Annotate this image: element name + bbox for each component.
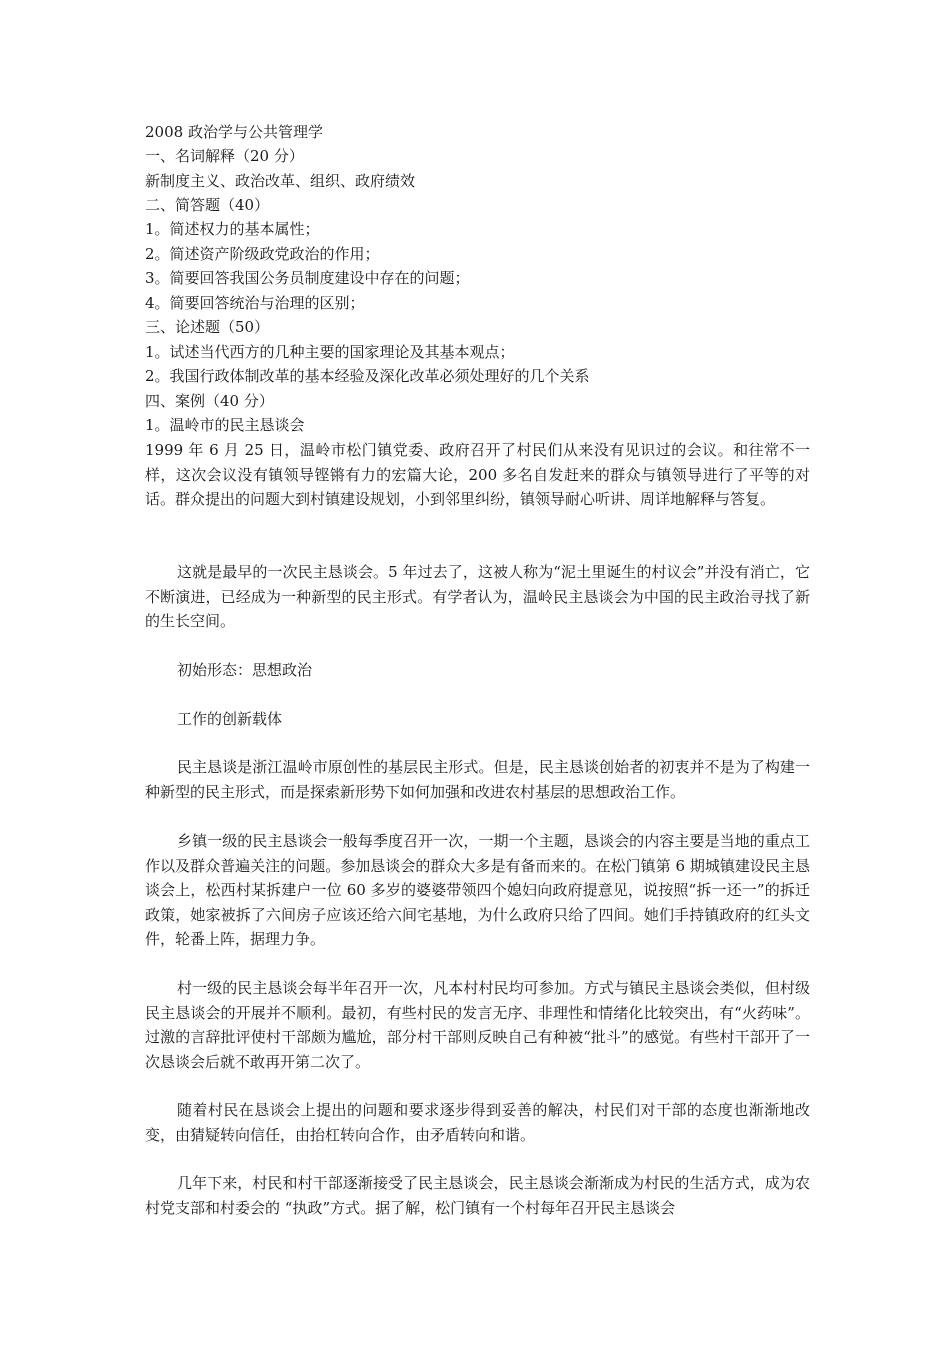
case-paragraph: 这就是最早的一次民主恳谈会。5 年过去了，这被人称为“泥土里诞生的村议会”并没有消亡，它不断演进，已经成为一种新型的民主形式。有学者认为，温岭民主恳谈会为中国的民主政治寻找了新的生长空间。 <box>145 563 810 630</box>
section-3-item: 2。我国行政体制改革的基本经验及深化改革必须处理好的几个关系 <box>145 367 590 385</box>
case-paragraph: 民主恳谈是浙江温岭市原创性的基层民主形式。但是，民主恳谈创始者的初衷并不是为了构建一种新型的民主形式，而是探索新形势下如何加强和改进农村基层的思想政治工作。 <box>145 758 810 801</box>
case-paragraph: 1999 年 6 月 25 日，温岭市松门镇党委、政府召开了村民们从来没有见识过的会议。和往常不一样，这次会议没有镇领导铿锵有力的宏篇大论，200 多名自发赶来的群众与镇领导进行了平等的对话。群众提出的问题大到村镇建设规划，小到邻里纠纷，镇领导耐心听讲、周详地解释与答复。 <box>145 441 810 508</box>
case-subheading: 初始形态：思想政治 <box>177 661 313 679</box>
document-title: 2008 政治学与公共管理学 <box>145 123 323 141</box>
case-title: 1。温岭市的民主恳谈会 <box>145 416 305 434</box>
section-1-heading: 一、名词解释（20 分） <box>145 147 304 165</box>
section-3-item: 1。试述当代西方的几种主要的国家理论及其基本观点； <box>145 343 515 361</box>
section-2-item: 1。简述权力的基本属性； <box>145 220 320 238</box>
section-2-item: 4。简要回答统治与治理的区别； <box>145 294 365 312</box>
section-3-heading: 三、论述题（50） <box>145 318 270 336</box>
section-2-heading: 二、简答题（40） <box>145 196 270 214</box>
case-paragraph: 乡镇一级的民主恳谈会一般每季度召开一次，一期一个主题，恳谈会的内容主要是当地的重点工作以及群众普遍关注的问题。参加恳谈会的群众大多是有备而来的。在松门镇第 6 期城镇建设民主恳谈会上，松西村某拆建户一位 60 多岁的婆婆带领四个媳妇向政府提意见，说按照“拆一还一”的拆迁政策，她家被拆了六间房子应该还给六间宅基地，为什么政府只给了四间。她们手持镇政府的红头文件，轮番上阵，据理力争。 <box>145 832 810 948</box>
case-paragraph: 随着村民在恳谈会上提出的问题和要求逐步得到妥善的解决，村民们对干部的态度也渐渐地改变，由猜疑转向信任，由抬杠转向合作，由矛盾转向和谐。 <box>145 1101 810 1144</box>
case-subheading: 工作的创新载体 <box>177 710 283 728</box>
case-paragraph: 村一级的民主恳谈会每半年召开一次，凡本村村民均可参加。方式与镇民主恳谈会类似，但村级民主恳谈会的开展并不顺利。最初，有些村民的发言无序、非理性和情绪化比较突出，有“火药味”。过激的言辞批评使村干部颇为尴尬，部分村干部则反映自己有种被“批斗”的感觉。有些村干部开了一次恳谈会后就不敢再开第二次了。 <box>145 979 810 1071</box>
section-1-terms: 新制度主义、政治改革、组织、政府绩效 <box>145 172 416 190</box>
case-paragraph: 几年下来，村民和村干部逐渐接受了民主恳谈会，民主恳谈会渐渐成为村民的生活方式，成为农村党支部和村委会的 “执政”方式。据了解，松门镇有一个村每年召开民主恳谈会 <box>145 1174 810 1217</box>
section-4-heading: 四、案例（40 分） <box>145 392 274 410</box>
section-2-item: 3。简要回答我国公务员制度建设中存在的问题； <box>145 269 470 287</box>
section-2-item: 2。简述资产阶级政党政治的作用； <box>145 245 380 263</box>
